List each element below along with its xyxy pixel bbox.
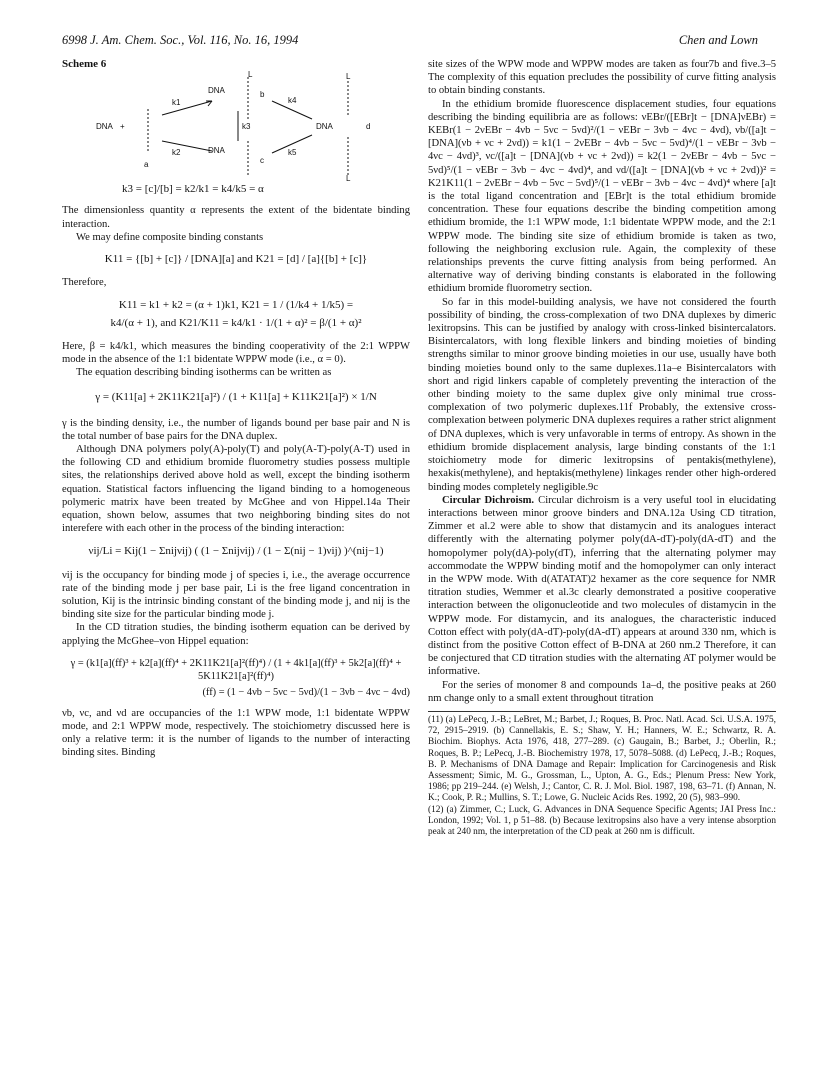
right-column xyxy=(428,58,776,838)
label-dna-left: DNA xyxy=(96,122,113,132)
paragraph: Here, β = k4/k1, which measures the binding cooperativity of the 2:1 WPPW mode in the absence of the 1:1 bidentate WPPW mode (i.e., α = 0). xyxy=(62,340,410,366)
paragraph: Although DNA polymers poly(A)-poly(T) and poly(A-T)-poly(A-T) used in the following CD and ethidium bromide fluorometry studies possess multiple sites, the relationships derived above hold as well, except the binding isotherm equation. Statistical factors influencing the ligand binding to a homogeneous polymeric matrix have been treated by McGhee and von Hippel.14a Their equation, shown below, assumes that two neighboring binding sites do not interefere with each other in the process of the binding interaction: xyxy=(62,444,410,535)
paragraph: νb, νc, and νd are occupancies of the 1:1 WPW mode, 1:1 bidentate WPPW mode, and 2:1 WPPW mode, respectively. The stoichiometry discussed here is only a relative term: it is the number of ligands to the number of interacting binding sites. Binding xyxy=(62,707,410,759)
equation-k3: k3 = [c]/[b] = k2/k1 = k4/k5 = α xyxy=(122,183,264,196)
section-heading-circular-dichroism: Circular Dichroism. xyxy=(442,494,535,506)
label-k4: k4 xyxy=(288,96,297,106)
label-k3: k3 xyxy=(242,122,251,132)
running-header-right: Chen and Lown xyxy=(678,33,758,47)
label-dna-b: DNA xyxy=(208,86,225,96)
equation-k-line1: K11 = k1 + k2 = (α + 1)k1, K21 = 1 / (1/k4 + 1/k5) = xyxy=(118,299,354,312)
paragraph: Therefore, xyxy=(62,277,107,289)
equation-gamma-cd: γ = (k1[a](ff)³ + k2[a](ff)⁴ + 2K11K21[a]²(ff)⁴) / (1 + 4k1[a](ff)³ + 5k2[a](ff)⁴ + 5K11K21[a]²(ff)⁴) xyxy=(70,657,402,683)
running-header-left: 6998 J. Am. Chem. Soc., Vol. 116, No. 16, 1994 xyxy=(62,33,299,47)
reference-11: (11) (a) LePecq, J.-B.; LeBret, M.; Barbet, J.; Roques, B. Proc. Natl. Acad. Sci. U.S.A. 1975, 72, 2915–2919. (b) Cannellakis, E. S.; Shaw, Y. H.; Hanners, W. E.; Schwartz, R. A. Biochim. Biophys. Acta 1976, 418, 277–289. (c) Gaugain, B.; Barbet, J.; Oberlin, R.; Roques, B. P.; LePecq, J.-B. Biochemistry 1978, 17, 5078–5088. (d) LePecq, J.-B.; Roques, B. P. Mechanisms of DNA Damage and Repair: Implication for Carcinogenesis and Risk Assessment; Simic, M. G., Grossman, L., Upton, A. G., Eds.; Plenum Press: New York, 1986; pp 219–244. (e) Welsh, J.; Cantor, C. R. J. Mol. Biol. 1987, 198, 63–71. (f) Annan, N. K.; Cook, P. R.; Mullins, S. T.; Lowe, G. Nucleic Acids Res. 1992, 20 (5), 983–990. xyxy=(428,714,776,804)
equation-ff: (ff) = (1 − 4νb − 5νc − 5νd)/(1 − 3νb − 4νc − 4νd) xyxy=(202,687,410,699)
paragraph: In the ethidium bromide fluorescence displacement studies, four equations describing the binding equilibria are as follows: νEBr/([EBr]t − [DNA]νEBr) = KEBr(1 − 2νEBr − 4νb − 5νc − 5νd)²/(1 − νEBr − 3νb − 4νc − 4νd), νb/([a]t − [DNA](νb + νc + 2νd)) = k1(1 − 2νEBr − 4νb − 5νc − 5νd)⁴/(1 − νEBr − 3νb − 4νc − 4νd)³, νc/([a]t − [DNA](νb + νc + 2νd)) = k2(1 − 2νEBr − 4νb − 5νc − 5νd)⁵/(1 − νEBr − 3νb − 4νc − 4νd)⁴, and νd/([a]t − [DNA](νb + νc + 2νd))² = K21K11(1 − 2νEBr − 4νb − 5νc − 5νd)⁵/(1 − νEBr − 3νb − 4νc − 4νd)⁴ where [a]t is the total ligand concentration and [EBr]t is the total ethidium bromide concentration. These four equations describe the binding competition among ethidium bromide, the 1:1 WPW mode, 1:1 bidentate WPPW mode, and the 2:1 WPPW mode. The binding site size of ethidium bromide is taken as two, following the neighboring exclusion rule. Again, the complexity of these relationships prevents the curve fitting analysis from being performed. An alternative way of deriving binding constants is elaborated in the following ethidium bromide fluorometry section. xyxy=(428,98,776,295)
scheme-6-diagram xyxy=(62,71,410,181)
label-k5: k5 xyxy=(288,148,297,158)
label-a: a xyxy=(144,160,149,170)
label-b: b xyxy=(260,90,265,100)
label-k2: k2 xyxy=(172,148,181,158)
label-dna-c: DNA xyxy=(208,146,225,156)
label-dna-d: DNA xyxy=(316,122,333,132)
footnotes xyxy=(428,711,776,838)
paragraph: site sizes of the WPW mode and WPPW modes are taken as four7b and five.3–5 The complexity of this equation precludes the possibility of curve fitting analysis to obtain binding constants. xyxy=(428,59,776,97)
label-d: d xyxy=(366,122,371,132)
label-l-d-top: L xyxy=(346,72,351,82)
label-l-d-bottom: L xyxy=(346,174,351,182)
scheme-title: Scheme 6 xyxy=(62,58,107,70)
paragraph xyxy=(428,494,776,679)
paragraph: In the CD titration studies, the binding isotherm equation can be derived by applying the McGhee–von Hippel equation: xyxy=(62,622,410,647)
paragraph: γ is the binding density, i.e., the number of ligands bound per base pair and N is the total number of base pairs for the DNA duplex. xyxy=(62,417,410,442)
label-c: c xyxy=(260,156,264,166)
paragraph: For the series of monomer 8 and compounds 1a–d, the positive peaks at 260 nm change only to a small extent throughout titration xyxy=(428,679,776,704)
paragraph: We may define composite binding constants xyxy=(76,231,264,243)
equation-k11-k21: K11 = {[b] + [c]} / [DNA][a] and K21 = [d] / [a]{[b] + [c]} xyxy=(104,253,368,266)
equation-mcghee-von-hippel: νij/Li = Kij(1 − Σnijνij) ( (1 − Σnijνij) / (1 − Σ(nij − 1)νij) )^(nij−1) xyxy=(88,545,384,558)
paragraph: So far in this model-building analysis, we have not considered the fourth possibility of binding, the cross-complexation of two DNA duplexes by dimeric lexitropsins. This can be justified by analogy with cross-linked bisintercalators. Bisintercalators, with long flexible linkers and binding moieties of binding strengths similar to minor groove binding moieties in our use, usually have both binding moieties bound only to the same duplexes.11a–e Bisintercalators with short and rigid linkers capable of completely preventing the interaction of the other binding moiety to the same duplex give only minimal true cross-complexation of two polymeric duplexes.11f Probably, the extensive cross-complexation between polymeric DNA duplexes requires a rather strict alignment of DNA duplexes, which is very unfavorable in terms of entropy. As shown in the ethidium bromide displacement analysis, large binding constants of the 1:1 stoichiometry mode for dimeric lexitropsins of pentakis(methylene), hexakis(methylene), and heptakis(methylene) linkages render other high-ordered binding modes completely negligible.9c xyxy=(428,296,776,493)
paragraph: The dimensionless quantity α represents the extent of the bidentate binding interaction. xyxy=(62,205,410,230)
label-plus: + xyxy=(120,122,125,132)
paragraph-text: Circular dichroism is a very useful tool in elucidating interactions between minor groove binders and DNA.12a Using CD titration, Zimmer et al.2 were able to show that distamycin and its analogues interact differently with the alternating polymer poly(dA-dT)-poly(dA-dT) and the homopolymer poly(dA)-poly(dT), inferring that the alternating polymer may accommodate the WPPW binding motif and the homopolymer can only interact in the WPW mode. With d(ATATAT)2 hexamer as the core sequence for NMR titration studies, Wemmer et al.3c clearly demonstrated a positive cooperative interaction between the oligonucleotide and two molecules of distamycin in the WPPW mode. For distamycin, and its analogues, the characteristic induced Cotton effect with poly(dA-dT)-poly(dA-dT) appears at around 330 nm, which is distinct from the positive Cotton effect of B-DNA at 260 nm.2 Therefore, it can be conjectured that CD titration studies with the alternating AT polymer would be informative. xyxy=(428,494,776,678)
reference-12: (12) (a) Zimmer, C.; Luck, G. Advances in DNA Sequence Specific Agents; JAI Press Inc.: London, 1992; Vol. 1, p 51–88. (b) Because lexitropsins also have a very intense absorption peak at 240 nm, the interpretation of the CD peak at 260 nm is difficult. xyxy=(428,804,776,837)
paragraph: νij is the occupancy for binding mode j of species i, i.e., the average occurrence rate of the binding mode j per base pair, Li is the free ligand concentration in solution, Kij is the intrinsic binding constant of the binding mode j, and nij is the binding site size for the particular binding mode j. xyxy=(62,569,410,621)
left-column xyxy=(62,58,410,759)
label-k1: k1 xyxy=(172,98,181,108)
paragraph: The equation describing binding isotherms can be written as xyxy=(76,367,332,379)
equation-k-line2: k4/(α + 1), and K21/K11 = k4/k1 · 1/(1 + α)² = β/(1 + α)² xyxy=(110,316,362,329)
label-l-b: L xyxy=(248,71,253,80)
equation-gamma: γ = (K11[a] + 2K11K21[a]²) / (1 + K11[a] + K11K21[a]²) × 1/N xyxy=(95,391,377,404)
